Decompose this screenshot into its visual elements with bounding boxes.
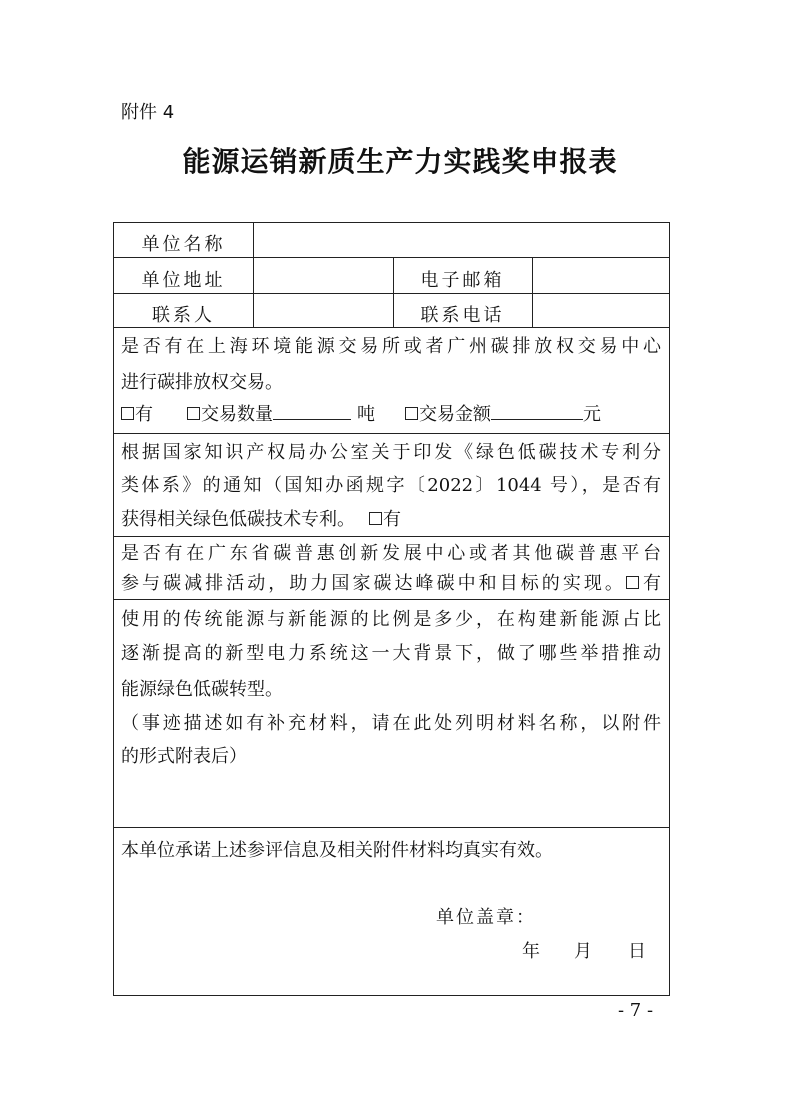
question-4-line-3: 能源绿色低碳转型。 xyxy=(121,679,283,700)
question-3-line-2 xyxy=(121,566,661,602)
attachment-label: 附件 4 xyxy=(121,102,175,123)
question-1-options xyxy=(121,397,661,433)
question-4-line-2: 逐渐提高的新型电力系统这一大背景下，做了哪些举措推动 xyxy=(121,643,661,664)
checkbox-trade-volume[interactable] xyxy=(187,407,200,420)
question-4-note-2: 的形式附表后） xyxy=(121,746,247,767)
commitment-statement: 本单位承诺上述参评信息及相关附件材料均真实有效。 xyxy=(121,840,553,861)
row-divider xyxy=(114,827,669,828)
unit-address-label: 单位地址 xyxy=(141,270,226,291)
option-label-amount: 交易金额 xyxy=(419,404,491,425)
question-3-text: 参与碳减排活动，助力国家碳达峰碳中和目标的实现。 xyxy=(121,573,626,594)
option-label-yes: 有 xyxy=(135,404,153,425)
unit-ton: 吨 xyxy=(357,404,375,425)
option-label-yes: 有 xyxy=(383,509,401,530)
unit-name-field[interactable] xyxy=(254,223,670,257)
question-4-answer-area[interactable] xyxy=(114,773,670,826)
option-label-yes: 有 xyxy=(639,573,662,594)
phone-field[interactable] xyxy=(533,294,670,327)
question-3-line-1: 是否有在广东省碳普惠创新发展中心或者其他碳普惠平台 xyxy=(121,543,661,564)
email-label: 电子邮箱 xyxy=(420,270,505,291)
question-1-line-2: 进行碳排放权交易。 xyxy=(121,372,283,393)
option-label-volume: 交易数量 xyxy=(201,404,273,425)
checkbox-trade-yes[interactable] xyxy=(121,407,134,420)
date-day: 日 xyxy=(628,941,646,962)
unit-yuan: 元 xyxy=(583,404,601,425)
page-title: 能源运销新质生产力实践奖申报表 xyxy=(182,145,618,178)
date-year: 年 xyxy=(522,941,540,962)
page-number: - 7 - xyxy=(618,1000,654,1021)
volume-blank[interactable] xyxy=(273,401,351,420)
row-divider xyxy=(114,327,669,328)
amount-blank[interactable] xyxy=(491,401,583,420)
unit-name-label: 单位名称 xyxy=(141,234,226,255)
contact-label: 联系人 xyxy=(152,305,215,326)
unit-address-field[interactable] xyxy=(254,258,393,293)
application-form xyxy=(113,222,670,996)
question-2-line-1: 根据国家知识产权局办公室关于印发《绿色低碳技术专利分 xyxy=(121,442,661,463)
checkbox-trade-amount[interactable] xyxy=(405,407,418,420)
row-divider xyxy=(114,433,669,434)
question-2-line-3 xyxy=(121,502,661,538)
phone-label: 联系电话 xyxy=(420,305,505,326)
date-month: 月 xyxy=(574,941,592,962)
question-2-line-2: 类体系》的通知（国知办函规字〔2022〕1044 号），是否有 xyxy=(121,475,661,496)
question-2-text: 获得相关绿色低碳技术专利。 xyxy=(121,509,355,530)
question-4-line-1: 使用的传统能源与新能源的比例是多少，在构建新能源占比 xyxy=(121,609,661,630)
seal-label: 单位盖章： xyxy=(436,907,536,928)
checkbox-patent-yes[interactable] xyxy=(369,512,382,525)
contact-field[interactable] xyxy=(254,294,393,327)
email-field[interactable] xyxy=(533,258,670,293)
checkbox-carbon-yes[interactable] xyxy=(626,576,639,589)
question-4-note-1: （事迹描述如有补充材料，请在此处列明材料名称，以附件 xyxy=(121,713,661,734)
question-1-line-1: 是否有在上海环境能源交易所或者广州碳排放权交易中心 xyxy=(121,336,661,357)
